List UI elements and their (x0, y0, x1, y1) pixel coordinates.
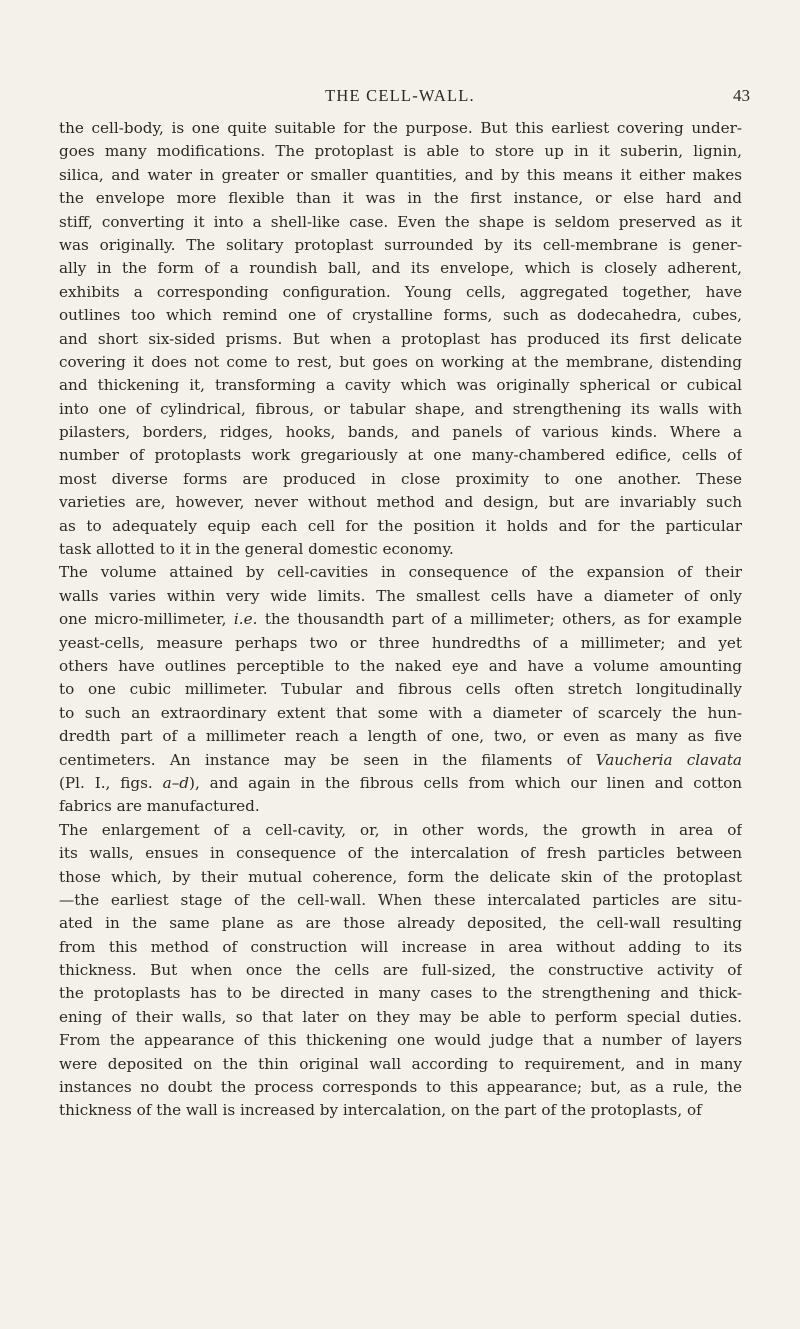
text-line: thickness of the wall is increased by intercalation, on the part of the protoplasts, of (59, 1101, 702, 1120)
text-line: thickness. But when once the cells are full-sized, the constructive activity of (59, 961, 742, 980)
text-line: to one cubic millimeter. Tubular and fibrous cells often stretch longitudinally (59, 680, 742, 699)
text-line: ally in the form of a roundish ball, and its envelope, which is closely adherent, (59, 259, 742, 278)
text-line: were deposited on the thin original wall according to requirement, and in many (59, 1054, 742, 1073)
running-head (0, 84, 800, 108)
text-line: dredth part of a millimeter reach a length of one, two, or even as many as five (59, 727, 742, 746)
text-line: varieties are, however, never without method and design, but are invariably such (59, 493, 742, 512)
text-line: yeast-cells, measure perhaps two or three hundredths of a millimeter; and yet (59, 633, 742, 652)
text-line: exhibits a corresponding configuration. Young cells, aggregated together, have (59, 282, 742, 301)
text-line: task allotted to it in the general domestic economy. (59, 540, 454, 559)
page-number: 43 (733, 86, 750, 105)
text-line: as to adequately equip each cell for the position it holds and for the particular (59, 516, 742, 535)
text-line: covering it does not come to rest, but goes on working at the membrane, distending (59, 352, 742, 371)
text-line: one micro-millimeter, i.e. the thousandth part of a millimeter; others, as for example (59, 610, 742, 629)
text-line: to such an extraordinary extent that some with a diameter of scarcely the hun- (59, 703, 742, 722)
text-line: From the appearance of this thickening one would judge that a number of layers (59, 1031, 742, 1050)
text-line: the cell-body, is one quite suitable for the purpose. But this earliest covering under- (59, 119, 742, 137)
text-line: silica, and water in greater or smaller quantities, and by this means it either makes (59, 165, 742, 184)
text-line: the protoplasts has to be directed in many cases to the strengthening and thick- (59, 984, 742, 1003)
text-line: instances no doubt the process corresponds to this appearance; but, as a rule, the (59, 1078, 742, 1097)
text-line: The enlargement of a cell-cavity, or, in other words, the growth in area of (59, 820, 742, 839)
text-line: centimeters. An instance may be seen in the filaments of Vaucheria clavata (59, 750, 742, 769)
text-line: outlines too which remind one of crystalline forms, such as dodecahedra, cubes, (59, 306, 742, 325)
text-line: and thickening it, transforming a cavity which was originally spherical or cubical (59, 376, 742, 395)
text-line: —the earliest stage of the cell-wall. When these intercalated particles are situ- (59, 890, 742, 909)
text-line: walls varies within very wide limits. The smallest cells have a diameter of only (59, 586, 742, 605)
text-line: and short six-sided prisms. But when a protoplast has produced its first delicate (59, 329, 742, 348)
text-line: goes many modifications. The protoplast is able to store up in it suberin, lignin, (59, 142, 742, 161)
text-line: ated in the same plane as are those already deposited, the cell-wall resulting (59, 914, 742, 933)
text-line: ening of their walls, so that later on they may be able to perform special duties. (59, 1007, 742, 1026)
text-line: into one of cylindrical, fibrous, or tabular shape, and strengthening its walls with (59, 399, 742, 418)
text-line: number of protoplasts work gregariously at one many-chambered edifice, cells of (59, 446, 742, 465)
running-title: THE CELL-WALL. (325, 86, 475, 105)
text-line: stiff, converting it into a shell-like case. Even the shape is seldom preserved as it (59, 212, 742, 231)
text-line: was originally. The solitary protoplast surrounded by its cell-membrane is gener- (59, 235, 742, 254)
text-line: (Pl. I., figs. a–d), and again in the fibrous cells from which our linen and cotton (59, 773, 742, 792)
text-line: its walls, ensues in consequence of the intercalation of fresh particles between (59, 844, 742, 863)
text-line: most diverse forms are produced in close proximity to one another. These (59, 469, 742, 488)
text-line: the envelope more flexible than it was in the first instance, or else hard and (59, 189, 742, 208)
text-line: The volume attained by cell-cavities in consequence of the expansion of their (59, 563, 742, 582)
text-line: those which, by their mutual coherence, form the delicate skin of the protoplast (59, 867, 742, 886)
text-line: pilasters, borders, ridges, hooks, bands, and panels of various kinds. Where a (59, 423, 742, 442)
body-text (59, 117, 742, 1123)
text-line: from this method of construction will increase in area without adding to its (59, 937, 742, 956)
text-line: others have outlines perceptible to the naked eye and have a volume amounting (59, 656, 742, 675)
text-line: fabrics are manufactured. (59, 797, 260, 816)
